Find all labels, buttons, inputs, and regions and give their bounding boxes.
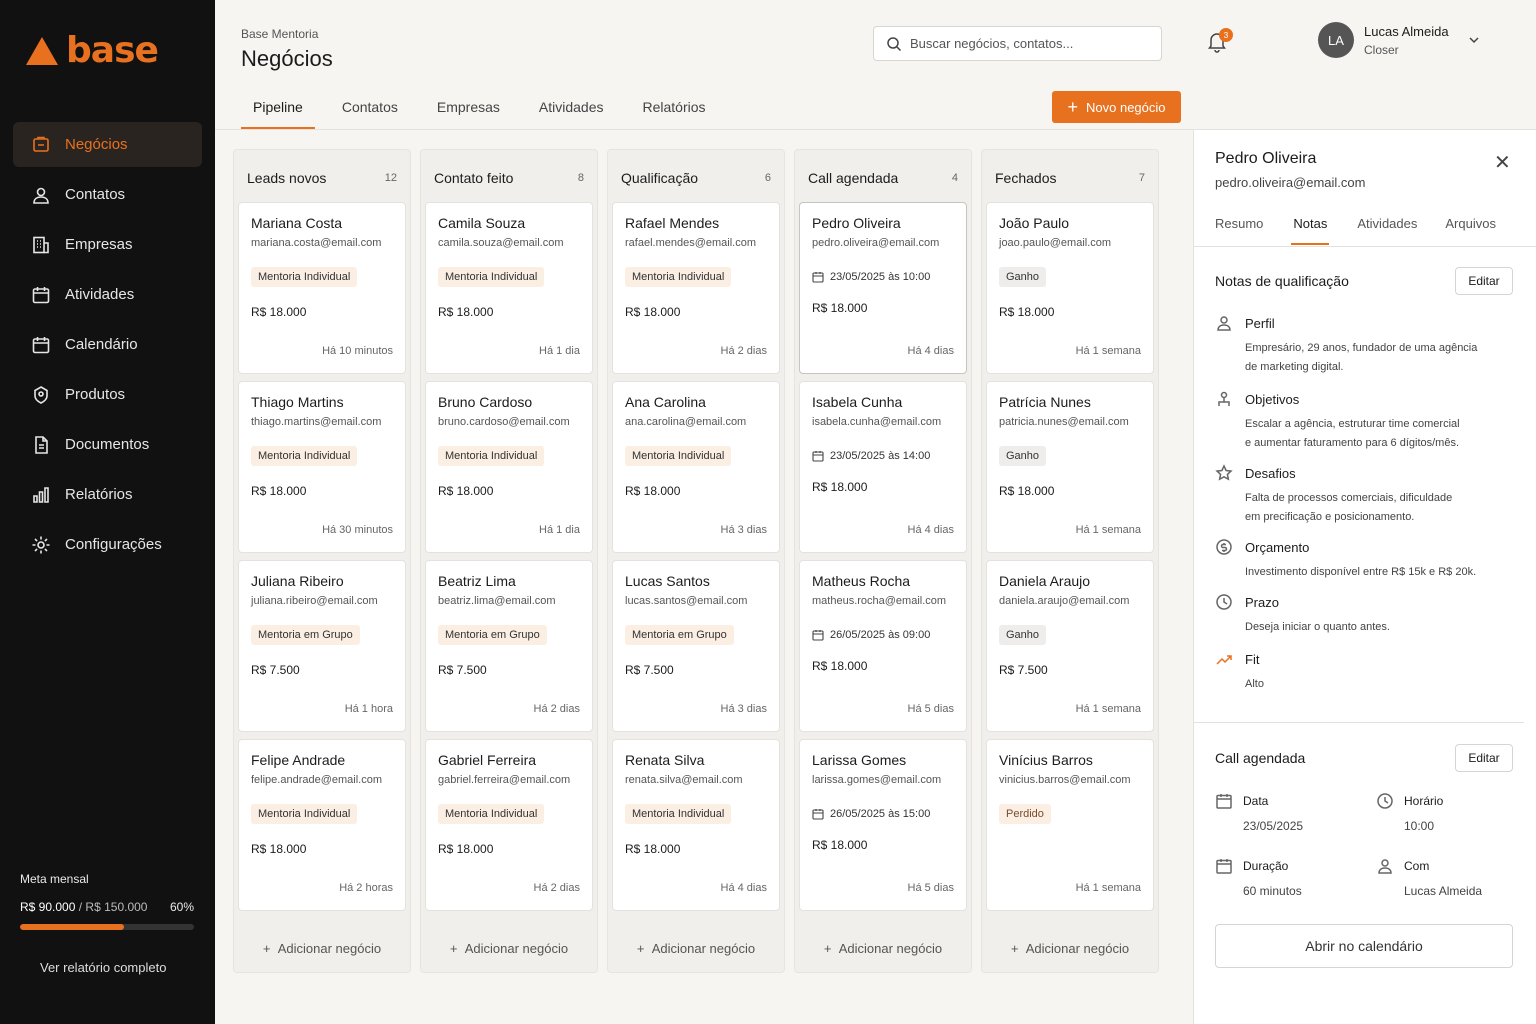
note-title: Desafios xyxy=(1245,465,1296,481)
user-role: Closer xyxy=(1364,42,1399,57)
add-deal-label: Adicionar negócio xyxy=(464,941,569,956)
deal-time: Há 1 semana xyxy=(1075,524,1141,536)
deal-contact-name: Beatriz Lima xyxy=(438,573,516,589)
deal-card[interactable] xyxy=(986,560,1154,732)
column-count: 4 xyxy=(951,172,958,184)
deal-contact-name: Bruno Cardoso xyxy=(438,394,533,410)
call-date-value: 23/05/2025 xyxy=(1243,819,1304,833)
avatar: LA xyxy=(1318,22,1354,58)
deal-call-date-text: 23/05/2025 às 14:00 xyxy=(830,450,931,462)
deal-card[interactable] xyxy=(238,560,406,732)
call-time-label: Horário xyxy=(1404,794,1444,808)
deal-card[interactable] xyxy=(612,739,780,911)
deal-contact-email: renata.silva@email.com xyxy=(625,774,743,786)
deal-value: R$ 18.000 xyxy=(812,659,868,673)
brand-logo[interactable] xyxy=(26,30,158,71)
add-deal-label: Adicionar negócio xyxy=(651,941,756,956)
deal-call-date-text: 26/05/2025 às 15:00 xyxy=(830,808,931,820)
deal-time: Há 10 minutos xyxy=(322,345,393,357)
goal-progress-fill xyxy=(20,924,124,930)
deal-value: R$ 18.000 xyxy=(812,838,868,852)
column-header xyxy=(986,154,1154,202)
column-header xyxy=(799,154,967,202)
deal-contact-name: Camila Souza xyxy=(438,215,526,231)
column-count: 6 xyxy=(764,172,771,184)
deal-tag: Mentoria Individual xyxy=(251,804,357,824)
deal-tag: Mentoria Individual xyxy=(625,446,731,466)
deal-contact-email: ana.carolina@email.com xyxy=(625,416,747,428)
goal-label: Meta mensal xyxy=(20,872,89,886)
calendar-icon xyxy=(1215,857,1233,875)
add-deal-label: Adicionar negócio xyxy=(1025,941,1130,956)
trend-icon xyxy=(1215,650,1233,668)
column-title: Contato feito xyxy=(434,170,514,186)
plus-icon: + xyxy=(636,941,645,956)
deal-contact-email: rafael.mendes@email.com xyxy=(625,237,756,249)
breadcrumb[interactable]: Base Mentoria xyxy=(241,27,319,41)
deal-contact-email: vinicius.barros@email.com xyxy=(999,774,1131,786)
deal-tag: Mentoria Individual xyxy=(438,804,544,824)
deal-value: R$ 7.500 xyxy=(251,663,300,677)
column-title: Call agendada xyxy=(808,170,899,186)
deal-tag: Ganho xyxy=(999,267,1046,287)
note-text: Empresário, 29 anos, fundador de uma agência xyxy=(1245,342,1478,354)
edit-notes-button[interactable]: Editar xyxy=(1455,267,1513,295)
deal-time: Há 4 dias xyxy=(907,345,954,357)
deal-contact-email: isabela.cunha@email.com xyxy=(812,416,942,428)
deal-call-date-text: 26/05/2025 às 09:00 xyxy=(830,629,931,641)
monthly-goal: Meta mensal R$ 90.000 / R$ 150.000 60% xyxy=(20,872,194,930)
deal-time: Há 1 semana xyxy=(1075,703,1141,715)
deal-time: Há 2 dias xyxy=(533,703,580,715)
tab-relatorios[interactable]: Relatórios xyxy=(642,99,706,115)
note-title: Fit xyxy=(1245,651,1260,667)
deal-time: Há 2 dias xyxy=(533,882,580,894)
deal-detail-panel xyxy=(1193,130,1536,1024)
tab-pipeline[interactable]: Pipeline xyxy=(241,91,315,129)
deal-contact-email: matheus.rocha@email.com xyxy=(812,595,947,607)
deal-value: R$ 18.000 xyxy=(812,301,868,315)
deal-contact-email: beatriz.lima@email.com xyxy=(438,595,556,607)
column-header xyxy=(238,154,406,202)
deal-tag: Mentoria Individual xyxy=(438,446,544,466)
plus-icon: + xyxy=(262,941,271,956)
deal-card[interactable] xyxy=(238,202,406,374)
plus-icon: + xyxy=(1010,941,1019,956)
deal-value: R$ 18.000 xyxy=(625,842,681,856)
deal-contact-name: Lucas Santos xyxy=(625,573,710,589)
note-text: Escalar a agência, estruturar time comercial xyxy=(1245,418,1460,430)
panel-tab-atividades[interactable]: Atividades xyxy=(1357,216,1418,231)
deal-value: R$ 7.500 xyxy=(999,663,1048,677)
plus-icon: + xyxy=(1067,97,1078,117)
full-report-link[interactable]: Ver relatório completo xyxy=(40,960,167,975)
logo-triangle-icon xyxy=(26,37,58,65)
calendar-icon xyxy=(1215,792,1233,810)
deal-contact-email: juliana.ribeiro@email.com xyxy=(251,595,378,607)
deal-card[interactable] xyxy=(986,381,1154,553)
user-menu[interactable] xyxy=(1318,22,1481,58)
deal-time: Há 1 dia xyxy=(539,345,580,357)
call-with-label: Com xyxy=(1404,859,1430,873)
deal-card[interactable] xyxy=(425,739,593,911)
deal-tag: Mentoria em Grupo xyxy=(625,625,734,645)
panel-tab-notas[interactable]: Notas xyxy=(1291,216,1329,245)
calendar-icon xyxy=(31,335,51,355)
deal-time: Há 4 dias xyxy=(907,524,954,536)
sidebar-item-label: Produtos xyxy=(65,386,126,403)
deal-value: R$ 18.000 xyxy=(999,305,1055,319)
pipeline-column xyxy=(981,149,1159,973)
calendar-icon xyxy=(812,450,824,462)
deal-card[interactable] xyxy=(986,202,1154,374)
panel-tab-arquivos[interactable]: Arquivos xyxy=(1445,216,1496,231)
deal-time: Há 1 hora xyxy=(344,703,393,715)
close-icon[interactable]: ✕ xyxy=(1494,152,1511,174)
sidebar-item-relatorios[interactable] xyxy=(13,472,202,517)
deal-tag: Ganho xyxy=(999,446,1046,466)
user-icon xyxy=(1376,857,1394,875)
deal-tag: Perdido xyxy=(999,804,1051,824)
sidebar-nav xyxy=(13,122,202,572)
sidebar-item-label: Relatórios xyxy=(65,486,133,503)
money-icon xyxy=(1215,538,1233,556)
sidebar-item-documentos[interactable] xyxy=(13,422,202,467)
deal-card[interactable] xyxy=(238,381,406,553)
panel-contact-name: Pedro Oliveira xyxy=(1215,150,1317,167)
pipeline-column xyxy=(794,149,972,973)
note-text: Deseja iniciar o quanto antes. xyxy=(1245,621,1390,633)
deal-time: Há 3 dias xyxy=(720,703,767,715)
target-icon xyxy=(1215,390,1233,408)
call-time-value: 10:00 xyxy=(1404,819,1435,833)
note-text: Falta de processos comerciais, dificuldade xyxy=(1245,492,1453,504)
goal-current: R$ 90.000 xyxy=(20,900,76,914)
calendar-icon xyxy=(812,808,824,820)
add-deal-button[interactable] xyxy=(795,941,971,956)
call-date-label: Data xyxy=(1243,794,1269,808)
user-icon xyxy=(1215,314,1233,332)
calendar-icon xyxy=(812,629,824,641)
calendar-icon xyxy=(31,285,51,305)
deal-contact-name: Isabela Cunha xyxy=(812,394,903,410)
deal-card[interactable] xyxy=(425,381,593,553)
note-text: Alto xyxy=(1245,678,1264,690)
deal-card[interactable] xyxy=(799,560,967,732)
pipeline-column xyxy=(233,149,411,973)
deal-card[interactable] xyxy=(425,560,593,732)
note-fit xyxy=(1215,650,1515,694)
deal-contact-email: joao.paulo@email.com xyxy=(999,237,1112,249)
deal-contact-name: Vinícius Barros xyxy=(999,752,1093,768)
deal-contact-name: Larissa Gomes xyxy=(812,752,907,768)
sidebar-item-label: Atividades xyxy=(65,286,135,303)
deal-contact-name: Thiago Martins xyxy=(251,394,344,410)
deal-call-date xyxy=(812,450,954,462)
column-count: 12 xyxy=(384,172,397,184)
deal-contact-name: João Paulo xyxy=(999,215,1070,231)
tab-contatos[interactable]: Contatos xyxy=(341,99,398,115)
deal-contact-name: Patrícia Nunes xyxy=(999,394,1091,410)
note-title: Objetivos xyxy=(1245,391,1300,407)
sidebar-item-empresas[interactable] xyxy=(13,222,202,267)
call-with xyxy=(1376,857,1482,898)
panel-contact-email: pedro.oliveira@email.com xyxy=(1215,175,1366,190)
column-count: 8 xyxy=(577,172,584,184)
search-input[interactable] xyxy=(873,26,1162,61)
tab-empresas[interactable]: Empresas xyxy=(436,99,500,115)
deal-tag: Mentoria em Grupo xyxy=(438,625,547,645)
deal-value: R$ 18.000 xyxy=(251,842,307,856)
deal-value: R$ 18.000 xyxy=(251,305,307,319)
deal-time: Há 5 dias xyxy=(907,703,954,715)
sidebar-item-label: Calendário xyxy=(65,336,138,353)
deal-card[interactable] xyxy=(612,381,780,553)
sidebar-item-contatos[interactable] xyxy=(13,172,202,217)
goal-progress-bar xyxy=(20,924,194,930)
deal-value: R$ 18.000 xyxy=(812,480,868,494)
chart-icon xyxy=(31,485,51,505)
column-title: Qualificação xyxy=(621,170,699,186)
deal-time: Há 3 dias xyxy=(720,524,767,536)
call-section-title: Call agendada xyxy=(1215,750,1306,766)
sidebar-item-label: Empresas xyxy=(65,236,133,253)
user-icon xyxy=(31,185,51,205)
deal-time: Há 30 minutos xyxy=(322,524,393,536)
sidebar xyxy=(0,0,215,1024)
building-icon xyxy=(31,235,51,255)
deal-contact-name: Rafael Mendes xyxy=(625,215,720,231)
call-time xyxy=(1376,792,1443,833)
deal-contact-email: camila.souza@email.com xyxy=(438,237,564,249)
pipeline-board xyxy=(233,149,1159,973)
column-header xyxy=(612,154,780,202)
deal-contact-name: Mariana Costa xyxy=(251,215,343,231)
deal-contact-email: pedro.oliveira@email.com xyxy=(812,237,940,249)
calendar-icon xyxy=(812,271,824,283)
notes-section-title: Notas de qualificação xyxy=(1215,273,1349,289)
sidebar-item-calendario[interactable] xyxy=(13,322,202,367)
note-perfil xyxy=(1215,314,1515,377)
add-deal-button[interactable] xyxy=(234,941,410,956)
main-tabs xyxy=(241,91,733,129)
deal-tag: Mentoria Individual xyxy=(251,446,357,466)
panel-tabs xyxy=(1215,216,1524,245)
goal-target: R$ 150.000 xyxy=(85,900,148,914)
deal-value: R$ 18.000 xyxy=(999,484,1055,498)
deal-time: Há 5 dias xyxy=(907,882,954,894)
box-icon xyxy=(31,385,51,405)
notification-badge: 3 xyxy=(1219,28,1233,42)
deal-contact-email: daniela.araujo@email.com xyxy=(999,595,1130,607)
deal-contact-email: larissa.gomes@email.com xyxy=(812,774,942,786)
deal-contact-name: Juliana Ribeiro xyxy=(251,573,344,589)
panel-tabs-divider xyxy=(1194,246,1536,247)
deal-tag: Ganho xyxy=(999,625,1046,645)
search-placeholder: Buscar negócios, contatos... xyxy=(910,36,1074,51)
call-duration-label: Duração xyxy=(1243,859,1289,873)
note-text: de marketing digital. xyxy=(1245,361,1344,373)
deal-contact-name: Daniela Araujo xyxy=(999,573,1091,589)
deal-time: Há 1 dia xyxy=(539,524,580,536)
deal-tag: Mentoria Individual xyxy=(251,267,357,287)
deal-contact-name: Matheus Rocha xyxy=(812,573,911,589)
new-deal-button[interactable] xyxy=(1052,91,1181,123)
sidebar-item-label: Contatos xyxy=(65,186,126,203)
open-calendar-button[interactable]: Abrir no calendário xyxy=(1215,924,1513,968)
sidebar-item-atividades[interactable] xyxy=(13,272,202,317)
document-icon xyxy=(31,435,51,455)
deal-contact-name: Gabriel Ferreira xyxy=(438,752,537,768)
deal-value: R$ 18.000 xyxy=(625,305,681,319)
note-text: Investimento disponível entre R$ 15k e R$ 20k. xyxy=(1245,566,1477,578)
column-count: 7 xyxy=(1138,172,1145,184)
deal-contact-email: patricia.nunes@email.com xyxy=(999,416,1129,428)
search-icon xyxy=(886,36,902,52)
sidebar-item-label: Documentos xyxy=(65,436,150,453)
deal-contact-email: gabriel.ferreira@email.com xyxy=(438,774,571,786)
deal-value: R$ 18.000 xyxy=(251,484,307,498)
clock-icon xyxy=(1215,593,1233,611)
gear-icon xyxy=(31,535,51,555)
panel-divider xyxy=(1194,722,1524,723)
deal-contact-email: mariana.costa@email.com xyxy=(251,237,382,249)
deal-time: Há 2 dias xyxy=(720,345,767,357)
deal-call-date-text: 23/05/2025 às 10:00 xyxy=(830,271,931,283)
deal-contact-name: Ana Carolina xyxy=(625,394,706,410)
sidebar-item-negocios[interactable] xyxy=(13,122,202,167)
deal-card[interactable] xyxy=(986,739,1154,911)
note-title: Prazo xyxy=(1245,594,1279,610)
deal-card[interactable] xyxy=(799,202,967,374)
deal-contact-name: Felipe Andrade xyxy=(251,752,346,768)
add-deal-button[interactable] xyxy=(982,941,1158,956)
deal-contact-email: thiago.martins@email.com xyxy=(251,416,382,428)
note-text: e aumentar faturamento para 6 dígitos/mês. xyxy=(1245,437,1460,449)
call-duration-value: 60 minutos xyxy=(1243,884,1302,898)
chevron-down-icon xyxy=(1467,33,1481,47)
goal-percent: 60% xyxy=(169,900,194,914)
deal-value: R$ 7.500 xyxy=(625,663,674,677)
deal-call-date xyxy=(812,808,954,820)
edit-call-button[interactable]: Editar xyxy=(1455,744,1513,772)
new-deal-label: Novo negócio xyxy=(1086,99,1166,115)
deal-time: Há 1 semana xyxy=(1075,345,1141,357)
deal-card[interactable] xyxy=(612,560,780,732)
deal-contact-name: Renata Silva xyxy=(625,752,705,768)
tab-atividades[interactable]: Atividades xyxy=(538,99,604,115)
deal-card[interactable] xyxy=(425,202,593,374)
deal-card[interactable] xyxy=(799,381,967,553)
sidebar-item-label: Negócios xyxy=(65,136,128,153)
deal-call-date xyxy=(812,629,954,641)
sidebar-item-configuracoes[interactable] xyxy=(13,522,202,567)
deals-icon xyxy=(31,135,51,155)
add-deal-label: Adicionar negócio xyxy=(277,941,382,956)
clock-icon xyxy=(1376,792,1394,810)
deal-value: R$ 7.500 xyxy=(438,663,487,677)
column-title: Fechados xyxy=(995,170,1057,186)
column-header xyxy=(425,154,593,202)
deal-time: Há 4 dias xyxy=(720,882,767,894)
pipeline-column xyxy=(420,149,598,973)
deal-card[interactable] xyxy=(799,739,967,911)
user-name: Lucas Almeida xyxy=(1364,23,1449,39)
add-deal-label: Adicionar negócio xyxy=(838,941,943,956)
add-deal-button[interactable] xyxy=(421,941,597,956)
brand-name: base xyxy=(66,30,158,71)
deal-tag: Mentoria em Grupo xyxy=(251,625,360,645)
deal-card[interactable] xyxy=(238,739,406,911)
star-icon xyxy=(1215,464,1233,482)
deal-contact-email: bruno.cardoso@email.com xyxy=(438,416,570,428)
deal-tag: Mentoria Individual xyxy=(625,804,731,824)
add-deal-button[interactable] xyxy=(608,941,784,956)
deal-value: R$ 18.000 xyxy=(438,484,494,498)
deal-call-date xyxy=(812,271,954,283)
panel-tab-resumo[interactable]: Resumo xyxy=(1215,216,1264,231)
deal-card[interactable] xyxy=(612,202,780,374)
pipeline-column xyxy=(607,149,785,973)
note-orcamento xyxy=(1215,538,1515,582)
deal-contact-name: Pedro Oliveira xyxy=(812,215,901,231)
deal-time: Há 1 semana xyxy=(1075,882,1141,894)
page-title: Negócios xyxy=(241,46,333,71)
deal-value: R$ 18.000 xyxy=(438,305,494,319)
deal-time: Há 2 horas xyxy=(339,882,393,894)
deal-contact-email: felipe.andrade@email.com xyxy=(251,774,383,786)
note-text: em precificação e posicionamento. xyxy=(1245,511,1415,523)
deal-contact-email: lucas.santos@email.com xyxy=(625,595,748,607)
deal-tag: Mentoria Individual xyxy=(625,267,731,287)
deal-tag: Mentoria Individual xyxy=(438,267,544,287)
note-prazo xyxy=(1215,593,1515,637)
sidebar-item-label: Configurações xyxy=(65,536,162,553)
note-title: Orçamento xyxy=(1245,539,1310,555)
note-objetivos xyxy=(1215,390,1515,453)
sidebar-item-produtos[interactable] xyxy=(13,372,202,417)
plus-icon: + xyxy=(823,941,832,956)
call-date xyxy=(1215,792,1303,833)
call-with-value: Lucas Almeida xyxy=(1404,884,1483,898)
plus-icon: + xyxy=(449,941,458,956)
note-title: Perfil xyxy=(1245,315,1275,331)
deal-value: R$ 18.000 xyxy=(625,484,681,498)
deal-value: R$ 18.000 xyxy=(438,842,494,856)
column-title: Leads novos xyxy=(247,170,327,186)
call-duration xyxy=(1215,857,1302,898)
note-desafios xyxy=(1215,464,1515,527)
